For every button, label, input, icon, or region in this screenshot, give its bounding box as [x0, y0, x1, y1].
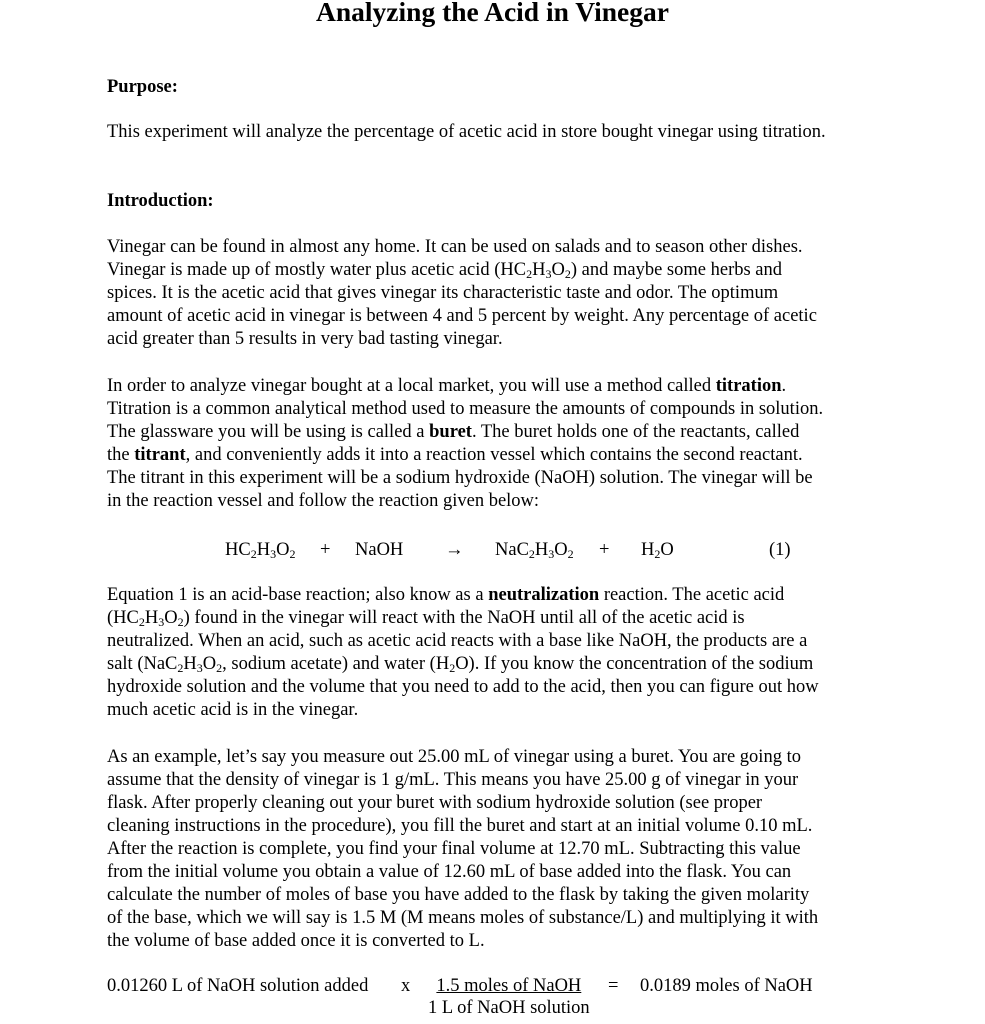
term-buret: buret	[429, 422, 472, 442]
purpose-heading: Purpose:	[107, 77, 178, 97]
calc-result: 0.0189 moles of NaOH	[640, 976, 813, 996]
calc-numerator: 1.5 moles of NaOH	[436, 976, 582, 996]
paragraph-line: The glassware you will be using is called a buret. The buret holds one of the reactants, called	[107, 422, 800, 442]
paragraph-line: calculate the number of moles of base you have added to the flask by taking the given molarity	[107, 885, 810, 905]
intro-paragraph-1	[107, 236, 887, 351]
paragraph-line: the titrant, and conveniently adds it into a reaction vessel which contains the second reactant.	[107, 445, 803, 465]
equation-arrow: →	[445, 540, 464, 560]
paragraph-line: the volume of base added once it is converted to L.	[107, 931, 485, 951]
paragraph-line: cleaning instructions in the procedure), you fill the buret and start at an initial volume 0.10 mL.	[107, 816, 813, 836]
calc-equals: =	[608, 976, 619, 996]
page-title: Analyzing the Acid in Vinegar	[316, 0, 669, 27]
equation-plus-2: +	[599, 540, 610, 560]
term-titrant: titrant	[134, 445, 186, 465]
paragraph-line: hydroxide solution and the volume that you need to add to the acid, then you can figure out how	[107, 677, 819, 697]
paragraph-line: In order to analyze vinegar bought at a local market, you will use a method called titration.	[107, 376, 787, 396]
equation-product-1: $NaC_2H_3O_2$	[495, 540, 574, 561]
paragraph-line: amount of acetic acid in vinegar is between 4 and 5 percent by weight. Any percentage of acetic	[107, 306, 817, 326]
term-neutralization: neutralization	[488, 585, 600, 605]
paragraph-line: $(HC_2H_3O_2)$ found in the vinegar will react with the NaOH until all of the acetic acid is	[107, 608, 745, 629]
equation-reactant-2: NaOH	[355, 540, 404, 560]
equation-number: (1)	[769, 540, 791, 560]
paragraph-line: much acetic acid is in the vinegar.	[107, 700, 359, 720]
paragraph-line: neutralized. When an acid, such as acetic acid reacts with a base like NaOH, the products are a	[107, 631, 808, 651]
paragraph-line: from the initial volume you obtain a value of 12.60 mL of base added into the flask. You can	[107, 862, 792, 882]
paragraph-line: acid greater than 5 results in very bad tasting vinegar.	[107, 329, 503, 349]
purpose-text	[107, 121, 887, 144]
paragraph-line: spices. It is the acetic acid that gives vinegar its characteristic taste and odor. The optimum	[107, 283, 779, 303]
calc-given: 0.01260 L of NaOH solution added	[107, 976, 369, 996]
paragraph-line: of the base, which we will say is 1.5 M (M means moles of substance/L) and multiplying it with	[107, 908, 819, 928]
equation-plus-1: +	[320, 540, 331, 560]
paragraph-line: Vinegar is made up of mostly water plus acetic acid $(HC_2H_3O_2)$ and maybe some herbs and	[107, 260, 783, 281]
calc-fraction	[428, 975, 590, 1019]
paragraph-line: The titrant in this experiment will be a sodium hydroxide (NaOH) solution. The vinegar will be	[107, 468, 813, 488]
paragraph-line: in the reaction vessel and follow the reaction given below:	[107, 491, 540, 511]
paragraph-line: Equation 1 is an acid-base reaction; also know as a neutralization reaction. The acetic acid	[107, 585, 785, 605]
equation-product-2: $H_2O$	[641, 540, 674, 561]
paragraph-line: Titration is a common analytical method used to measure the amounts of compounds in solution.	[107, 399, 824, 419]
intro-paragraph-4	[107, 746, 887, 953]
equation-reactant-1: $HC_2H_3O_2$	[225, 540, 296, 561]
paragraph-line: flask. After properly cleaning out your buret with sodium hydroxide solution (see proper	[107, 793, 763, 813]
intro-paragraph-3	[107, 584, 887, 722]
term-titration: titration	[715, 376, 782, 396]
intro-paragraph-2	[107, 375, 887, 513]
paragraph-line: salt ($NaC_2H_3O_2$, sodium acetate) and water $(H_2O)$. If you know the concentration of the sodium	[107, 654, 814, 675]
purpose-line: This experiment will analyze the percentage of acetic acid in store bought vinegar using titration.	[107, 122, 826, 142]
paragraph-line: Vinegar can be found in almost any home. It can be used on salads and to season other dishes.	[107, 237, 803, 257]
paragraph-line: After the reaction is complete, you find your final volume at 12.70 mL. Subtracting this value	[107, 839, 801, 859]
calc-denominator: 1 L of NaOH solution	[428, 998, 590, 1018]
paragraph-line: assume that the density of vinegar is 1 g/mL. This means you have 25.00 g of vinegar in your	[107, 770, 799, 790]
paragraph-line: As an example, let’s say you measure out 25.00 mL of vinegar using a buret. You are going to	[107, 747, 801, 767]
introduction-heading: Introduction:	[107, 191, 214, 211]
calc-times: x	[401, 976, 411, 996]
